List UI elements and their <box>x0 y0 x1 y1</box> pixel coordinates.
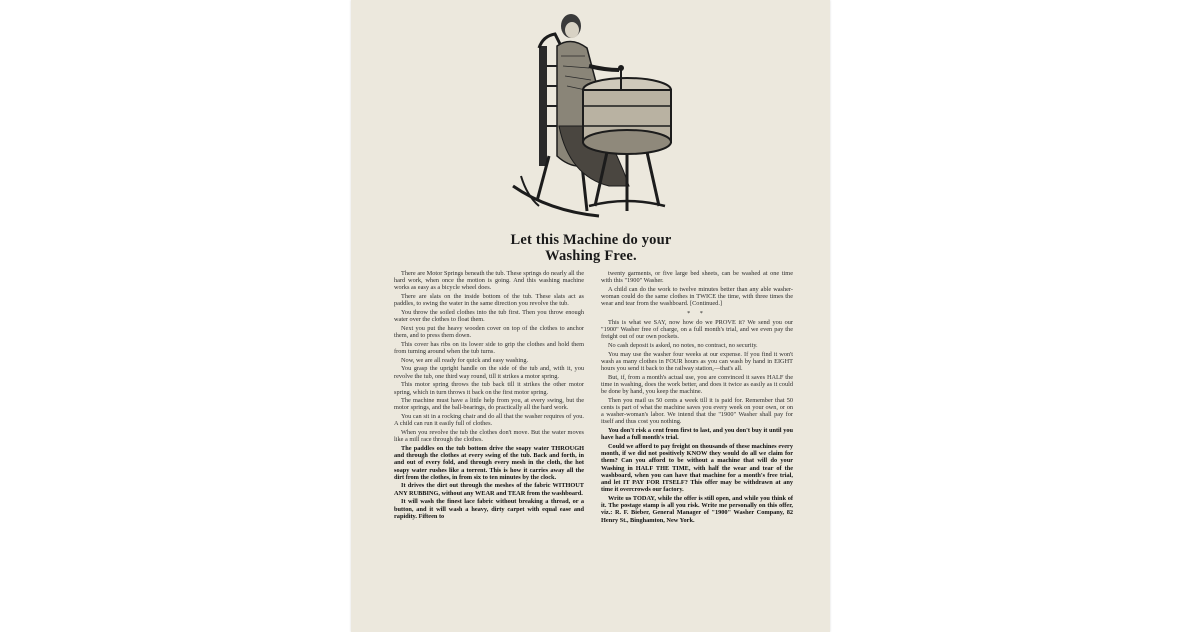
paragraph: You don't risk a cent from first to last, and you don't buy it until you have had a full month's trial. <box>601 427 793 442</box>
paragraph: This cover has ribs on its lower side to grip the clothes and hold them from turning around when the tub turns. <box>394 340 584 356</box>
paragraph: Then you mail us 50 cents a week till it is paid for. Remember that 50 cents is part of what the machine saves you every week on your own, or on a washer-woman's labor. We intend that the "1900" Washer shall pay for itself and thus cost you nothing. <box>601 396 793 426</box>
headline-line-1: Let this Machine do your <box>510 232 672 248</box>
paragraph: There are slats on the inside bottom of the tub. These slats act as paddles, to swing the water in the same direction you revolve the tub. <box>394 293 584 308</box>
magazine-page <box>351 0 830 632</box>
left-text-column <box>394 270 584 625</box>
paragraph: This motor spring throws the tub back till it strikes the other motor spring, which in turn throws it back on the first motor spring. <box>394 381 584 396</box>
paragraph: twenty garments, or five large bed sheets, can be washed at one time with this "1900" Washer. <box>601 270 793 285</box>
paragraph: It will wash the finest lace fabric without breaking a thread, or a button, and it will wash a heavy, dirty carpet with equal ease and rapidity. Fifteen to <box>394 498 584 520</box>
paragraph: Write us TODAY, while the offer is still open, and while you think of it. The postage stamp is all you risk. Write me personally on this offer, viz.: R. F. Bieber, General Manager of "1900" Washer Company, 82 Henry St., Binghamton, New York. <box>601 494 793 524</box>
washing-machine-illustration <box>509 6 675 228</box>
paragraph: No cash deposit is asked, no notes, no contract, no security. <box>608 341 758 349</box>
paragraph: The machine must have a little help from you, at every swing, but the motor springs, and the ball-bearings, do practically all the hard work. <box>394 397 584 412</box>
paragraph: You may use the washer four weeks at our expense. If you find it won't wash as many clothes in FOUR hours as you can wash by hand in EIGHT hours you send it back to the railway station,—that's all. <box>601 350 793 372</box>
paragraph: Now, we are all ready for quick and easy washing. <box>401 356 529 364</box>
paragraph: You throw the soiled clothes into the tub first. Then you throw enough water over the clothes to float them. <box>394 309 584 324</box>
headline-line-2: Washing Free. <box>545 248 637 264</box>
paragraph: Could we afford to pay freight on thousands of these machines every month, if we did not positively KNOW they would do all we claim for them? Can you afford to be without a machine that will do your Washing in HALF THE TIME, with half the wear and tear of the washboard, when you can have that machine for a month's free trial, and let IT PAY FOR ITSELF? This offer may be withdrawn at any time it overcrowds our factory. <box>601 442 793 494</box>
paragraph: It drives the dirt out through the meshes of the fabric WITHOUT ANY RUBBING, without any WEAR and TEAR from the washboard. <box>394 482 584 497</box>
paragraph: The paddles on the tub bottom drive the soapy water THROUGH and through the clothes at every swing of the tub. Back and forth, in and out of every fold, and through every mesh in the cloth, the hot soapy water rushes like a torrent. This is how it carries away all the dirt from the clothes, in from six to ten minutes by the clock. <box>394 444 584 481</box>
paragraph: But, if, from a month's actual use, you are convinced it saves HALF the time in washing, does the work better, and does it twice as easily as it could be done by hand, you keep the machine. <box>601 373 793 396</box>
right-text-column <box>601 270 793 625</box>
section-divider: * * <box>687 309 707 317</box>
paragraph: You can sit in a rocking chair and do all that the washer requires of you. A child can run it easily full of clothes. <box>394 413 584 428</box>
paragraph: You grasp the upright handle on the side of the tub and, with it, you revolve the tub, one third way round, till it strikes a motor spring. <box>394 365 584 380</box>
paragraph: When you revolve the tub the clothes don't move. But the water moves like a mill race through the clothes. <box>394 429 584 444</box>
paragraph: A child can do the work to twelve minutes better than any able washer-woman could do the same clothes in TWICE the time, with three times the wear and tear from the washboard. [Continued.] <box>601 285 793 308</box>
paragraph: This is what we SAY, now how do we PROVE it? We send you our "1900" Washer free of charge, on a full month's trial, and we even pay the freight out of our own pockets. <box>601 318 793 341</box>
paragraph: Next you put the heavy wooden cover on top of the clothes to anchor them, and to press them down. <box>394 324 584 340</box>
advertisement-headline <box>411 232 771 264</box>
paragraph: There are Motor Springs beneath the tub. These springs do nearly all the hard work, when once the motion is going. And this washing machine works as easy as a bicycle wheel does. <box>394 270 584 292</box>
